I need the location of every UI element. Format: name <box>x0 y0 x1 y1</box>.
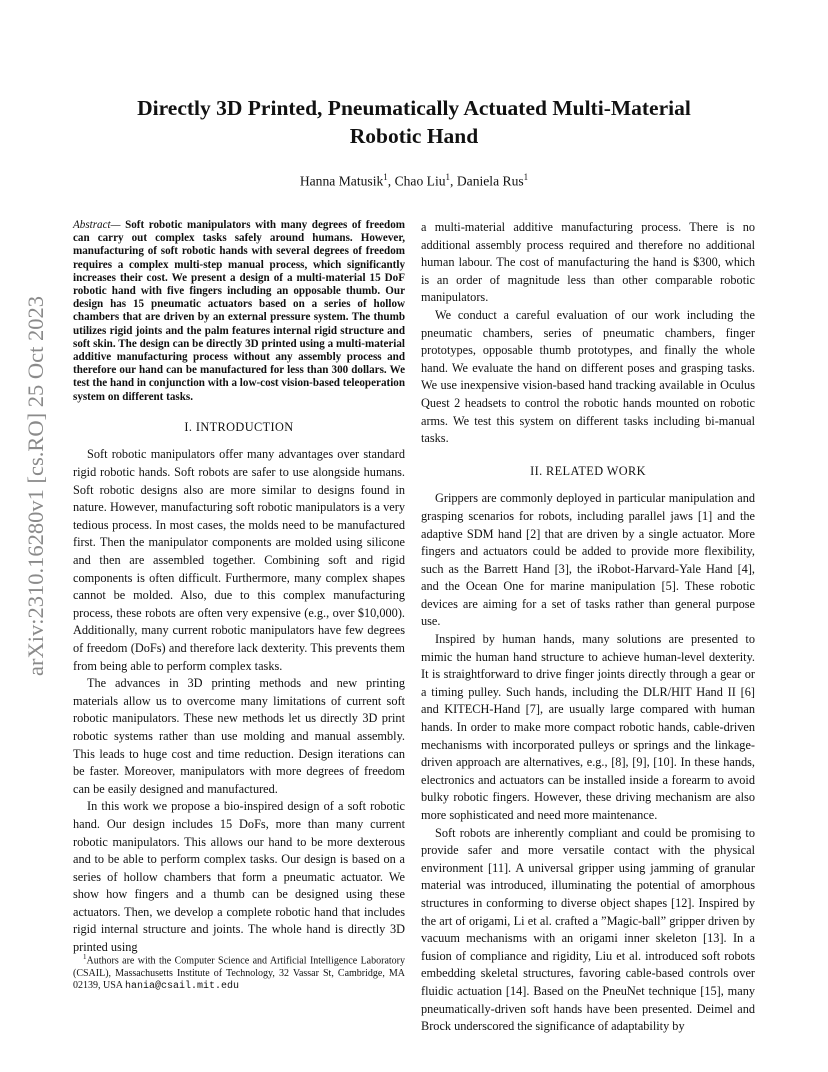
right-column <box>421 219 755 1036</box>
paper-title-line1: Directly 3D Printed, Pneumatically Actuated Multi-Material <box>137 96 691 120</box>
section-heading-introduction: I. INTRODUCTION <box>184 419 294 434</box>
paragraph: Grippers are commonly deployed in particular manipulation and grasping scenarios for robots, including parallel jaws [1] and the adaptive SDM hand [2] that are driven by a single actuator. More fingers and actuators could be added to provide more flexibility, such as the Barrett Hand [3], the iRobot-Harvard-Yale Hand [4], and the Ocean One for marine manipulation [5]. These robotic devices are aiming for a set of tasks rather than general purpose use. <box>421 491 755 629</box>
author-name: Daniela Rus <box>456 173 524 189</box>
paragraph: Soft robots are inherently compliant and could be promising to provide safer and more versatile contact with the physical environment [11]. A universal gripper using jamming of granular material was introduced, illuminating the potential of amorphous structures in conforming to diverse object shapes [12]. Inspired by the art of origami, Li et al. crafted a ”Magic-ball” gripper driven by vacuum mechanisms with an origami inner skeleton [13]. In a fusion of compliance and rigidity, Liu et al. introduced soft robots embedding skeletal structures, favoring cable-based controls over fluidic actuation [14]. Based on the PneuNet technique [15], many pneumatically-driven soft hands have been presented. Deimel and Brock underscored the significance of adaptability by <box>421 825 755 1034</box>
paragraph: The advances in 3D printing methods and new printing materials allow us to overcome many limitations of current soft robotic manipulators. These new methods let us directly 3D print robotic systems rather than use molding and manual assembly. This leads to huge cost and time reduction. Design iterations can be faster. Moreover, manipulators with more degrees of freedom can be easily designed and manufactured. <box>73 676 405 796</box>
author-list <box>90 172 738 190</box>
author-name: Chao Liu <box>394 173 446 189</box>
affiliation-mark: 1 <box>383 172 388 182</box>
abstract-dash: — <box>110 219 126 231</box>
paragraph: a multi-material additive manufacturing process. There is no additional assembly process required and therefore no additional human labour. The cost of manufacturing the hand is $300, which is an order of magnitude less than other comparable robotic manipulators. <box>421 220 755 305</box>
author-name: Hanna Matusik <box>299 173 384 189</box>
arxiv-identifier-stamp: arXiv:2310.16280v1 [cs.RO] 25 Oct 2023 <box>23 296 48 676</box>
author-email: hania@csail.mit.edu <box>124 981 239 993</box>
abstract-label: Abstract <box>73 219 111 231</box>
paper-title <box>90 94 738 150</box>
paragraph: In this work we propose a bio-inspired design of a soft robotic hand. Our design includes 15 DoFs, more than many current robotic manipulators. This allows our hand to be more dexterous and to be able to perform complex tasks. Our design is based on a series of hollow chambers that form a pneumatic actuator. We show how fingers and a thumb can be designed using these actuators. Then, we develop a complete robotic hand that includes rigid internal structure and joints. The whole hand is directly 3D printed using <box>73 799 405 955</box>
paper-title-line2: Robotic Hand <box>349 124 479 148</box>
footnote-mark: 1 <box>83 953 87 961</box>
abstract-text: Soft robotic manipulators with many degrees of freedom can carry out complex tasks safely around humans. However, manufacturing of soft robotic hands with several degrees of freedom requires a complex multi-step manual process, which significantly increases their cost. We present a design of a multi-material 15 DoF robotic hand with five fingers including an opposable thumb. Our design has 15 pneumatic actuators based on a series of hollow chambers that are driven by an external pressure system. The thumb utilizes rigid joints and the palm features internal rigid structure and soft skin. The design can be directly 3D printed using a multi-material additive manufacturing process without any assembly process and therefore our hand can be manufactured for less than 300 dollars. We test the hand in conjunction with a low-cost vision-based teleoperation system on different tasks. <box>73 219 405 403</box>
paragraph: We conduct a careful evaluation of our work including the pneumatic chambers, series of pneumatic chambers, finger prototypes, opposable thumb prototypes, and finally the whole hand. We evaluate the hand on different poses and grasping tasks. We use inexpensive vision-based hand tracking available in Oculus Quest 2 headsets to control the robotic hands mounted on robotic arms. We test this system on different tasks including bi-manual tasks. <box>421 307 755 446</box>
affiliation-mark: 1 <box>523 172 529 182</box>
footnote-text: Authors are with the Computer Science and Artificial Intelligence Laboratory (CSAIL), Massachusetts Institute of Technology, 32 Vassar St, Cambridge, MA 02139, USA <box>73 955 405 992</box>
paragraph: Soft robotic manipulators offer many advantages over standard rigid robotic hands. Soft robots are safer to use alongside humans. Soft robotic designs also are more similar to designs found in nature. However, manufacturing soft robotic manipulators is a very tedious process. In most cases, the molds need to be manufactured first. Then the manipulator components are molded using silicone and then are assembled together. Combining soft and rigid components is often difficult. Furthermore, many complex shapes cannot be molded. Also, due to this complex manufacturing process, these robots are often very expensive (e.g., over $10,000). Additionally, many current robotic manipulators have few degrees of freedom (DoFs) and therefore lack dexterity. This prevents them from being able to perform complex tasks. <box>73 447 405 673</box>
left-column <box>73 219 405 957</box>
section-heading-related-work: II. RELATED WORK <box>530 463 646 478</box>
affiliation-mark: 1 <box>445 172 451 182</box>
paragraph: Inspired by human hands, many solutions are presented to mimic the human hand structure to achieve human-level dexterity. It is straightforward to drive finger joints directly through a gear or a timing pulley. Such hands, including the DLR/HIT Hand II [6] and KITECH-Hand [7], are usually large compared with human hands. In order to make more compact robotic hands, cable-driven mechanisms with incorporated pulleys or springs and the linkage-driven approach are alternatives, e.g., [8], [9], [10]. In these hands, electronics and actuators can be installed inside a forearm to avoid bulky robotic fingers. However, these driving mechanism are also more sophisticated and need more maintenance. <box>421 632 755 822</box>
author-separator: , <box>450 173 457 189</box>
author-separator: , <box>387 173 395 189</box>
affiliation-footnote <box>73 951 405 994</box>
abstract <box>73 219 405 404</box>
